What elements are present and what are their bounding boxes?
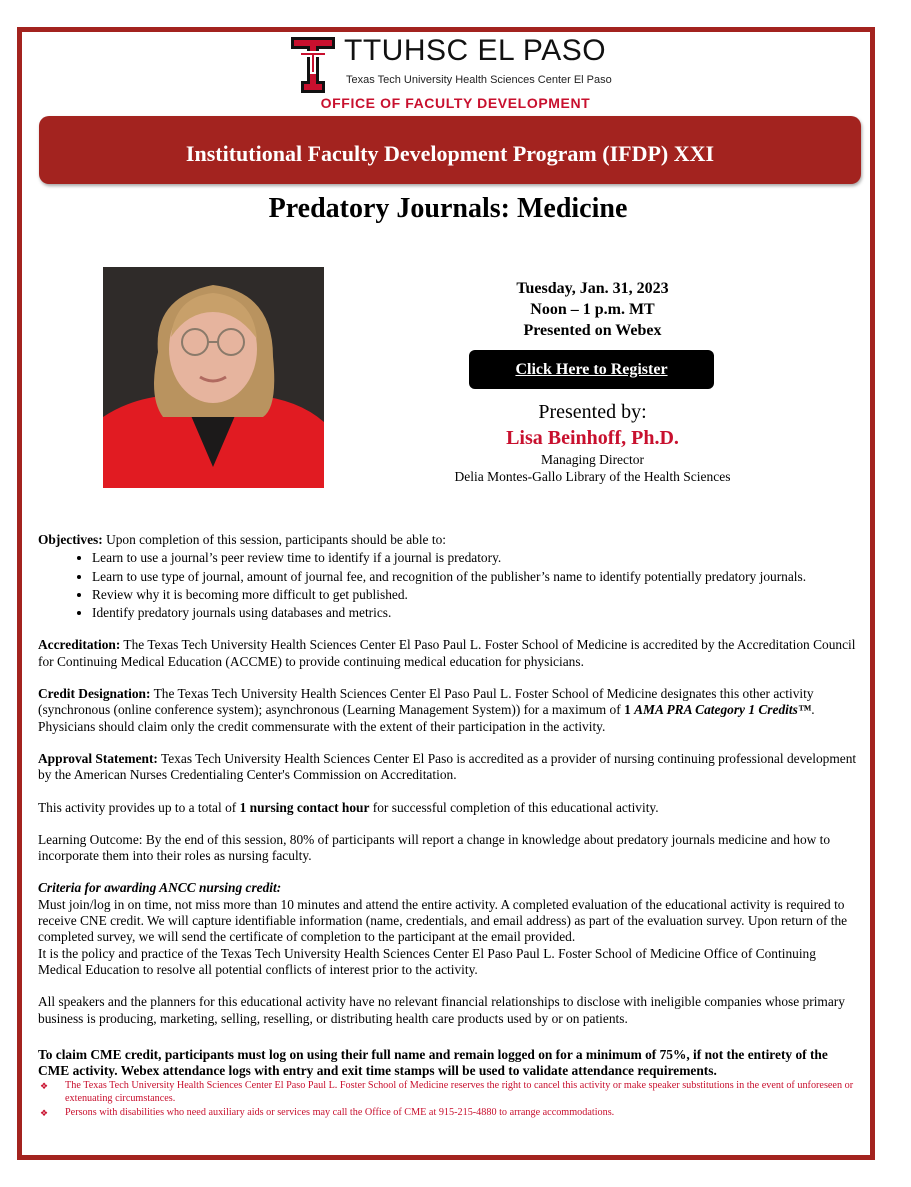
logo-brand-text: TTUHSC EL PASO <box>344 34 607 67</box>
criteria-text: Must join/log in on time, not miss more than 10 minutes and attend the entire activity. A completed evaluation of the educational activity is required to receive CNE credit. We will capture identifiable information (name, credentials, and email address) as part of the evaluation survey. Upon return of the completed survey, we will send the certificate of completion to the participant at the email provided. <box>38 896 848 945</box>
approval-text: Texas Tech University Health Sciences Center El Paso is accredited as a provider of nursing continuing professional development by the American Nurses Credentialing Center's Commission on Accreditation. <box>38 750 857 783</box>
event-date: Tuesday, Jan. 31, 2023 <box>516 280 669 297</box>
criteria-heading: Criteria for awarding ANCC nursing credit: <box>38 880 282 896</box>
diamond-bullet-icon: ❖ <box>40 1081 49 1092</box>
cme-claim-instructions: To claim CME credit, participants must log on using their full name and remain logged on for a minimum of 75%, if not the entirety of the CME activity. Webex attendance logs with entry and exit time stamps will be used to validate attendance requirements. <box>38 1046 828 1079</box>
note-item: ❖ The Texas Tech University Health Sciences Center El Paso Paul L. Foster School of Medicine reserves the right to cancel this activity or make speaker substitutions in the event of unforeseen or extenuating circumstances. <box>40 1080 854 1104</box>
objectives-intro <box>38 532 860 548</box>
nursing-text-post: for successful completion of this educational activity. <box>372 799 659 815</box>
objectives-heading: Objectives: <box>38 532 103 547</box>
event-time: Noon – 1 p.m. MT <box>530 301 655 318</box>
credit-text-end: . Physicians should claim only the credit commensurate with the extent of their participation in the activity. <box>38 702 815 734</box>
logo-subtitle: Texas Tech University Health Sciences Center El Paso <box>346 74 612 86</box>
note-item: ❖ Persons with disabilities who need auxiliary aids or services may call the Office of CME at 915-215-4880 to arrange accommodations. <box>40 1107 615 1119</box>
event-title: Predatory Journals: Medicine <box>268 193 628 224</box>
credit-name: AMA PRA Category 1 Credits™ <box>634 702 812 718</box>
presenter-role: Managing Director <box>540 452 645 467</box>
credit-heading: Credit Designation: <box>38 686 151 702</box>
program-banner: Institutional Faculty Development Program (IFDP) XXI <box>39 116 861 184</box>
diamond-bullet-icon: ❖ <box>40 1108 49 1119</box>
accreditation-statement <box>38 637 860 670</box>
presenter-portrait <box>103 267 324 488</box>
credit-amount: 1 <box>624 702 631 718</box>
presenter-credentials <box>400 451 785 485</box>
objectives-list <box>38 550 860 621</box>
double-t-logo-icon <box>290 36 336 94</box>
office-name: OFFICE OF FACULTY DEVELOPMENT <box>320 95 591 111</box>
approval-statement <box>38 751 860 784</box>
objective-item: • Learn to use type of journal, amount of journal fee, and recognition of the publisher’s name to identify potentially predatory journals. <box>92 569 860 585</box>
nursing-contact-hours: 1 nursing contact hour <box>239 799 370 815</box>
objectives-intro-text: Upon completion of this session, participants should be able to: <box>106 532 446 547</box>
learning-outcome: Learning Outcome: By the end of this session, 80% of participants will report a change in knowledge about predatory journals medicine and how to incorporate them into their roles as nursing faculty. <box>38 831 831 864</box>
register-button[interactable]: Click Here to Register <box>469 350 714 389</box>
nursing-text-pre: This activity provides up to a total of <box>38 799 237 815</box>
objective-item: • Identify predatory journals using databases and metrics. <box>92 605 860 621</box>
credit-text: The Texas Tech University Health Sciences Center El Paso Paul L. Foster School of Medicine designates this other activity (synchronous (online conference system); asynchronous (Learning Management System)) for a maximum of <box>38 686 814 718</box>
objective-item: • Learn to use a journal’s peer review time to identify if a journal is predatory. <box>92 550 860 566</box>
accreditation-heading: Accreditation: <box>38 637 121 653</box>
credit-designation <box>38 686 860 735</box>
ttuhsc-logo <box>290 36 620 94</box>
event-platform: Presented on Webex <box>523 322 662 339</box>
notes-list <box>38 1080 860 1120</box>
accreditation-text: The Texas Tech University Health Sciences Center El Paso Paul L. Foster School of Medicine is accredited by the Accreditation Council for Continuing Medical Education (ACCME) to provide continuing medical education for physicians. <box>38 637 856 669</box>
presenter-name: Lisa Beinhoff, Ph.D. <box>506 427 679 449</box>
approval-heading: Approval Statement: <box>38 750 158 766</box>
document-body <box>38 532 860 1122</box>
conflict-policy: It is the policy and practice of the Texas Tech University Health Sciences Center El Paso Paul L. Foster School of Medicine Office of Continuing Medical Education to resolve all potential conflicts of interest prior to the activity. <box>38 945 816 977</box>
presenter-photo <box>103 267 324 488</box>
presenter-org: Delia Montes-Gallo Library of the Health Sciences <box>454 469 731 484</box>
objective-item: • Review why it is becoming more difficult to get published. <box>92 587 860 603</box>
event-details <box>470 278 715 341</box>
presented-by-label: Presented by: <box>538 401 647 423</box>
nursing-hours <box>38 800 860 816</box>
disclosure-statement: All speakers and the planners for this educational activity have no relevant financial relationships to disclose with ineligible companies whose primary business is producing, marketing, selling, reselling, or distributing health care products used by or on patients. <box>38 994 845 1026</box>
